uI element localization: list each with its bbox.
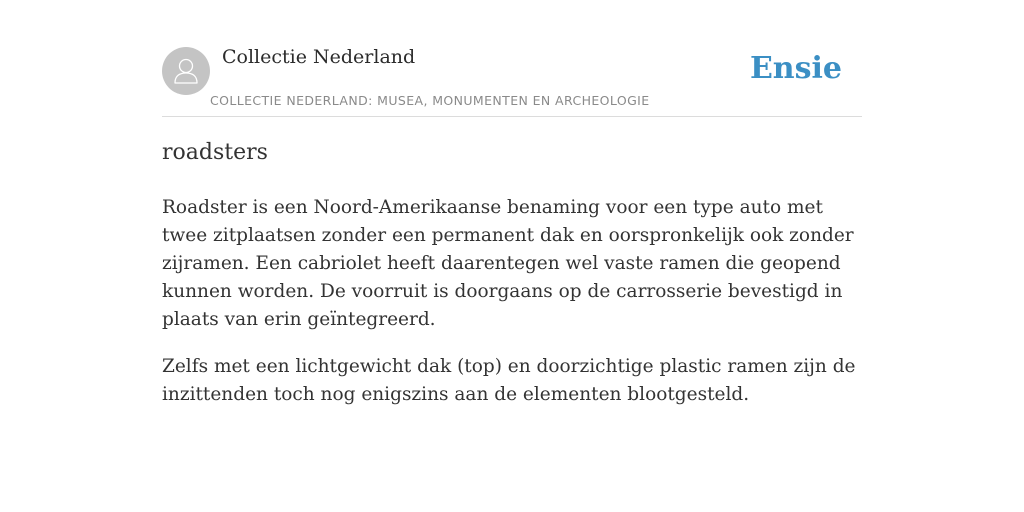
entry-paragraph: Zelfs met een lichtgewicht dak (top) en doorzichtige plastic ramen zijn de inzittenden toch nog enigszins aan de elementen blootgesteld. [162, 356, 856, 405]
author-name[interactable]: Collectie Nederland [222, 46, 416, 68]
user-icon [162, 47, 210, 95]
source-line[interactable]: COLLECTIE NEDERLAND: MUSEA, MONUMENTEN EN ARCHEOLOGIE [210, 93, 650, 108]
entry-term: roadsters [162, 140, 268, 165]
entry-content [162, 136, 862, 428]
brand-logo[interactable]: Ensie [749, 51, 842, 86]
header [162, 40, 862, 117]
entry-paragraph: Roadster is een Noord-Amerikaanse benaming voor een type auto met twee zitplaatsen zonder een permanent dak en oorspronkelijk ook zonder zijramen. Een cabriolet heeft daarentegen wel vaste ramen die geopend kunnen worden. De voorruit is doorgaans op de carrosserie bevestigd in plaats van erin geïntegreerd. [162, 197, 854, 330]
avatar[interactable] [162, 47, 210, 95]
